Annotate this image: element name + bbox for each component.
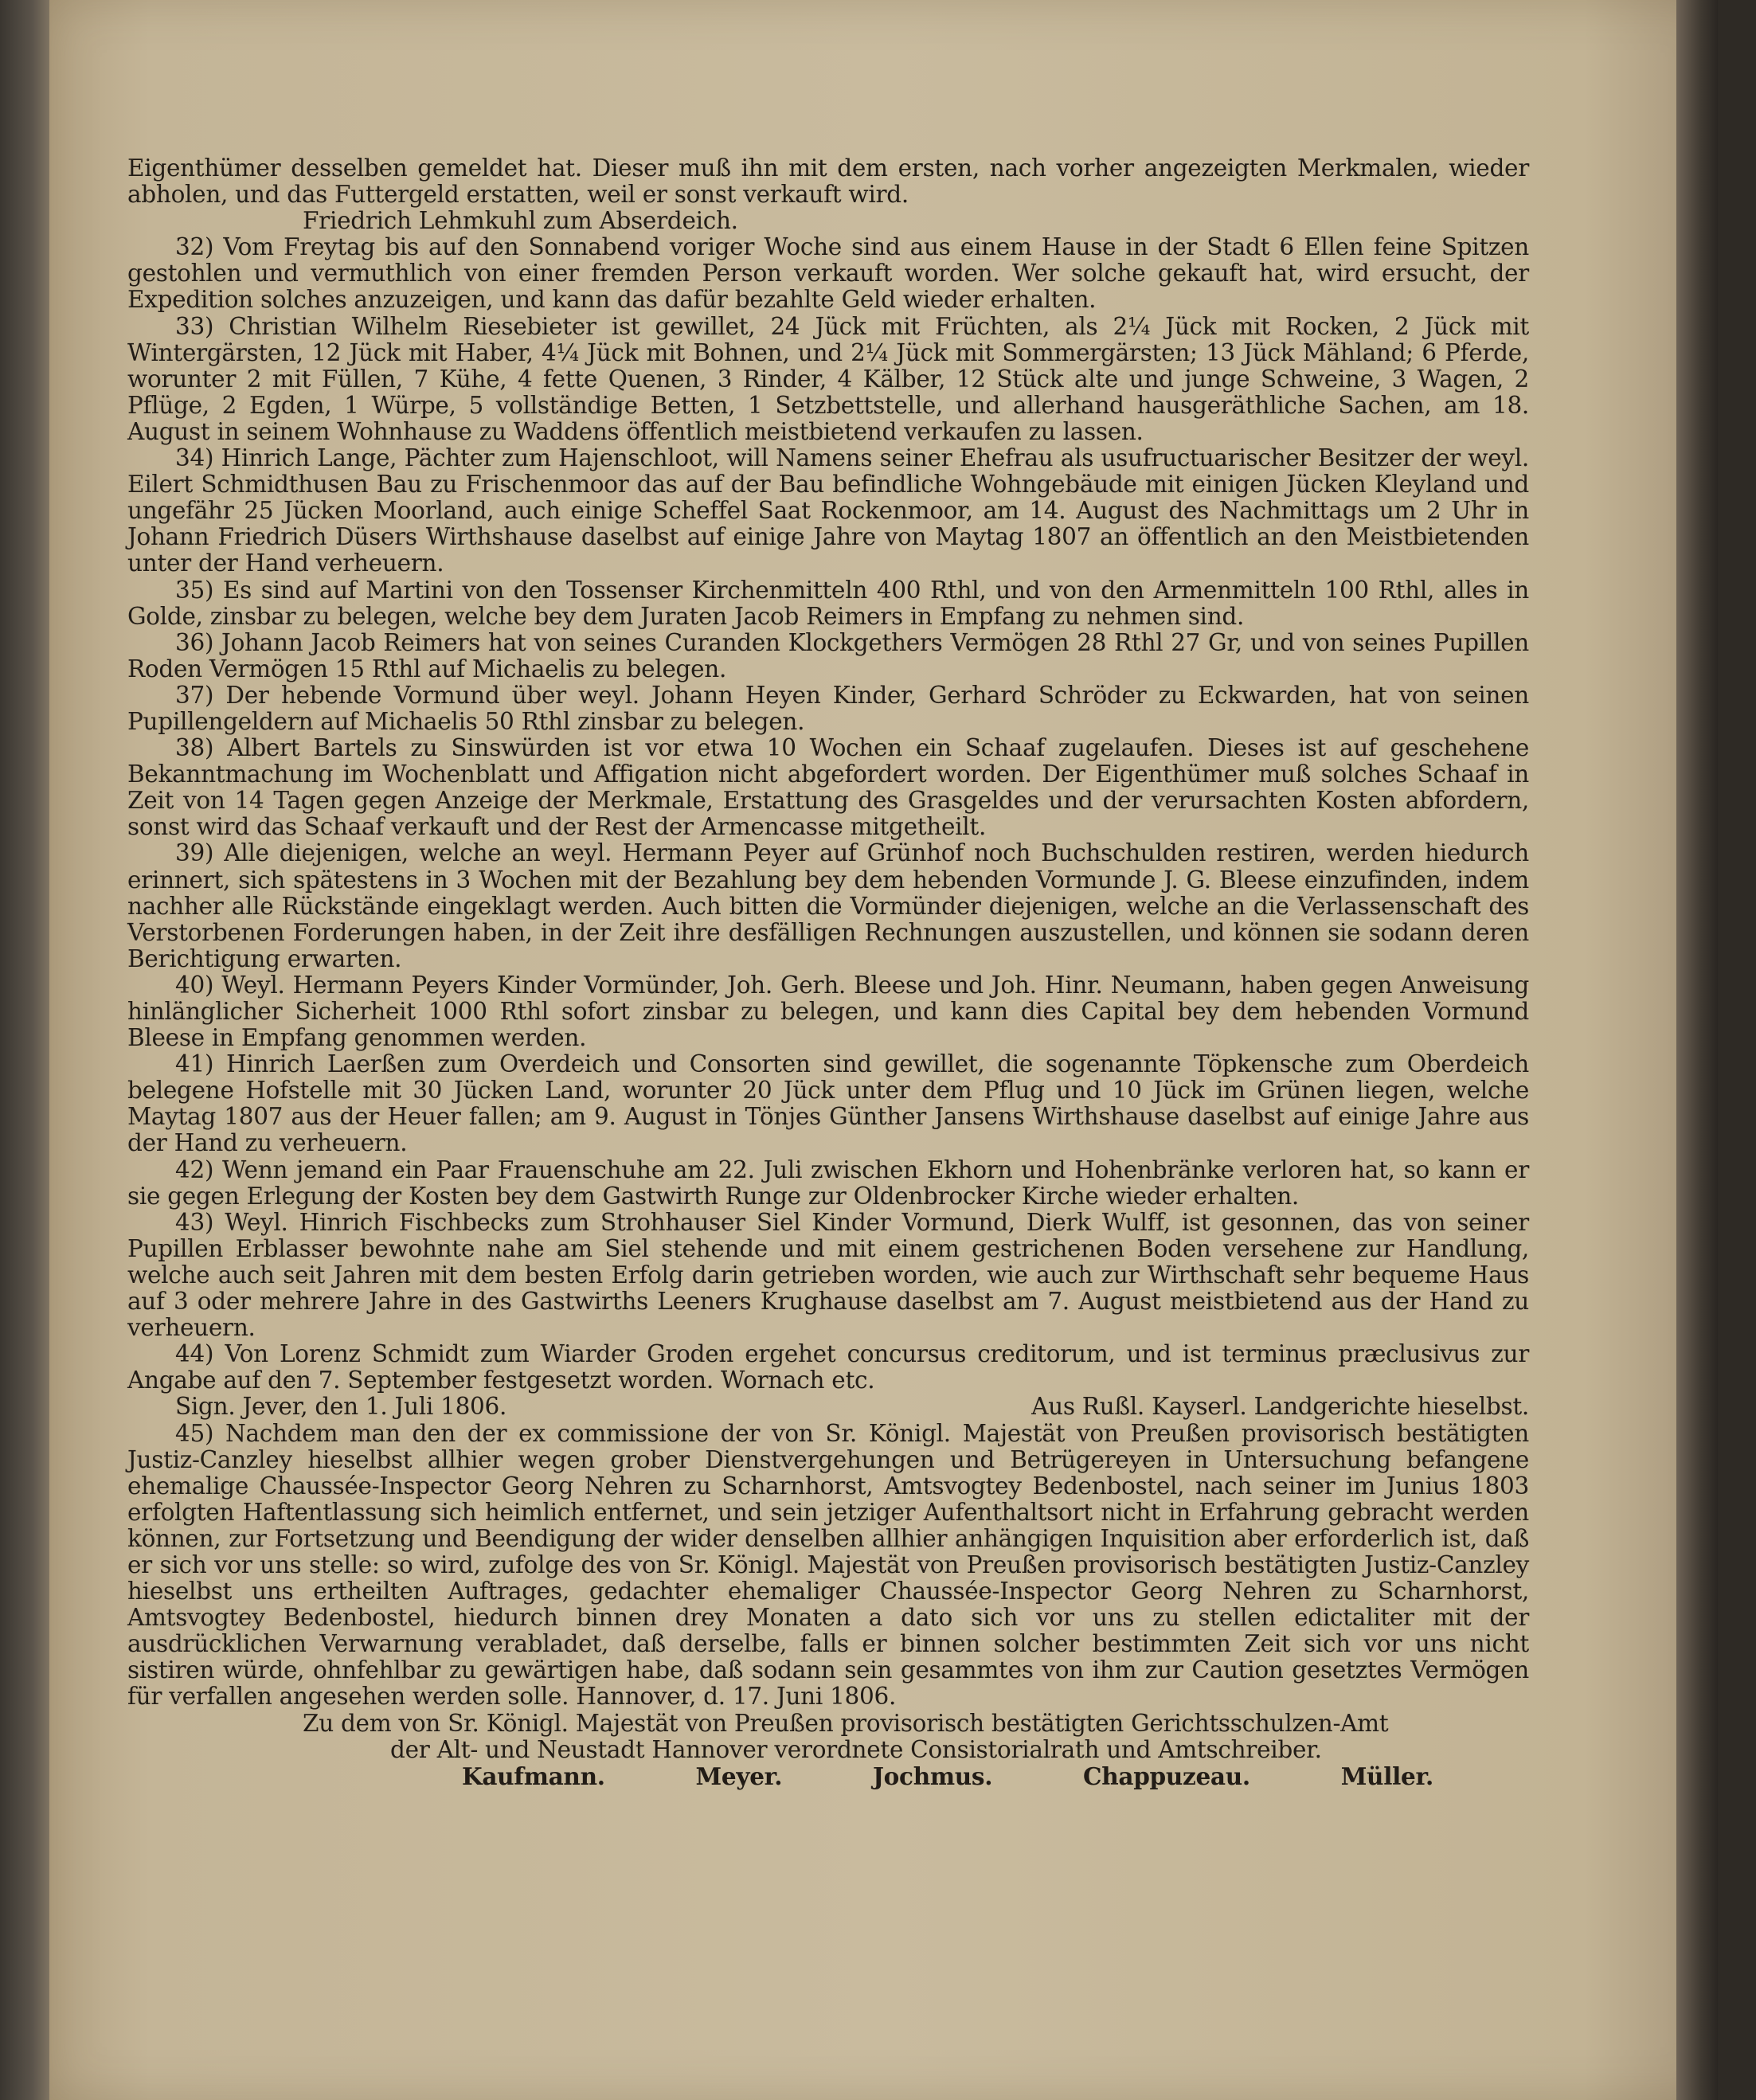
signatory-name: Meyer. [695,1762,783,1790]
paragraph-43: 43) Weyl. Hinrich Fischbecks zum Strohhauser Siel Kinder Vormund, Dierk Wulff, ist gesonnen, das von seiner Pupillen Erblasser bewohnte nahe am Siel stehende und mit einem gestrichenen Boden versehene zur Handlung, welche auch seit Jahren mit dem besten Erfolg darin getrieben worden, wie auch zur Wirthschaft sehr bequeme Haus auf 3 oder mehrere Jahre in des Gastwirths Leeners Krughause daselbst am 7. August meistbietend aus der Hand zu verheuern. [127,1208,1529,1342]
paragraph-34: 34) Hinrich Lange, Pächter zum Hajenschloot, will Namens seiner Ehefrau als usufructuarischer Besitzer der weyl. Eilert Schmidthusen Bau zu Frischenmoor das auf der Bau befindliche Wohngebäude mit einigen Jücken Kleyland und ungefähr 25 Jücken Moorland, auch einige Scheffel Saat Rockenmoor, am 14. August des Nachmittags um 2 Uhr in Johann Friedrich Düsers Wirthshause daselbst auf einige Jahre von Maytag 1807 an öffentlich an den Meistbietenden unter der Hand verheuern. [127,444,1529,577]
paragraph-38: 38) Albert Bartels zu Sinswürden ist vor etwa 10 Wochen ein Schaaf zugelaufen. Dieses ist auf geschehene Bekanntmachung im Wochenblatt und Affigation nicht abgefordert worden. Der Eigenthümer muß solches Schaaf in Zeit von 14 Tagen gegen Anzeige der Merkmale, Erstattung des Grasgeldes und der verursachten Kosten abfordern, sonst wird das Schaaf verkauft und der Rest der Armencasse mitgetheilt. [127,734,1529,841]
paragraph-41: 41) Hinrich Laerßen zum Overdeich und Consorten sind gewillet, die sogenannte Töpkensche zum Oberdeich belegene Hofstelle mit 30 Jücken Land, worunter 20 Jück unter dem Pflug und 10 Jück im Grünen liegen, welche Maytag 1807 aus der Heuer fallen; am 9. August in Tönjes Günther Jansens Wirthshause daselbst auf einige Jahre aus der Hand zu verheuern. [127,1050,1529,1157]
paragraph-44: 44) Von Lorenz Schmidt zum Wiarder Groden ergehet concursus creditorum, und ist terminus præclusivus zur Angabe auf den 7. September festgesetzt worden. Wornach etc. [127,1340,1529,1394]
paragraph-33: 33) Christian Wilhelm Riesebieter ist gewillet, 24 Jück mit Früchten, als 2¼ Jück mit Rocken, 2 Jück mit Wintergärsten, 12 Jück mit Haber, 4¼ Jück mit Bohnen, und 2¼ Jück mit Sommergärsten; 13 Jück Mähland; 6 Pferde, worunter 2 mit Füllen, 7 Kühe, 4 fette Quenen, 3 Rinder, 4 Kälber, 12 Stück alte und junge Schweine, 3 Wagen, 2 Pflüge, 2 Egden, 1 Würpe, 5 vollständige Betten, 1 Setzbettstelle, und allerhand hausgeräthliche Sachen, am 18. August in seinem Wohnhause zu Waddens öffentlich meistbietend verkaufen zu lassen. [127,312,1529,445]
paragraph-42: 42) Wenn jemand ein Paar Frauenschuhe am 22. Juli zwischen Ekhorn und Hohenbränke verloren hat, so kann er sie gegen Erlegung der Kosten bey dem Gastwirth Runge zur Oldenbrocker Kirche wieder erhalten. [127,1156,1529,1210]
paragraph-45: 45) Nachdem man den der ex commissione der von Sr. Königl. Majestät von Preußen provisorisch bestätigten Justiz-Canzley hieselbst allhier wegen grober Dienstvergehungen und Betrügereyen in Untersuchung befangene ehemalige Chaussée-Inspector Georg Nehren zu Scharnhorst, Amtsvogtey Bedenbostel, nach seiner im Junius 1803 erfolgten Haftentlassung sich heimlich entfernet, und sein jetziger Aufenthaltsort nicht in Erfahrung gebracht werden können, zur Fortsetzung und Beendigung der wider denselben allhier anhängigen Inquisition aber erforderlich ist, daß er sich vor uns stelle: so wird, zufolge des von Sr. Königl. Majestät von Preußen provisorisch bestätigten Justiz-Canzley hieselbst uns ertheilten Auftrages, gedachter ehemaliger Chaussée-Inspector Georg Nehren zu Scharnhorst, Amtsvogtey Bedenbostel, hiedurch binnen drey Monaten a dato sich vor uns zu stellen edictaliter mit der ausdrücklichen Verwarnung verabladet, daß derselbe, falls er binnen solcher bestimmten Zeit sich vor uns nicht sistiren würde, ohnfehlbar zu gewärtigen habe, daß sodann sein gesammtes von ihm zur Caution gesetztes Vermögen für verfallen angesehen werden solle. Hannover, d. 17. Juni 1806. [127,1419,1529,1711]
paragraph-40: 40) Weyl. Hermann Peyers Kinder Vormünder, Joh. Gerh. Bleese und Joh. Hinr. Neumann, haben gegen Anweisung hinlänglicher Sicherheit 1000 Rthl sofort zinsbar zu belegen, und kann dies Capital bey dem hebenden Vormund Bleese in Empfang genommen werden. [127,971,1529,1052]
sign-authority: Aus Rußl. Kayserl. Landgerichte hieselbst. [1031,1393,1529,1421]
paragraph-32: 32) Vom Freytag bis auf den Sonnabend voriger Woche sind aus einem Hause in der Stadt 6 Ellen feine Spitzen gestohlen und vermuthlich von einer fremden Person verkauft worden. Wer solche gekauft hat, wird ersucht, der Expedition solches anzuzeigen, und kann das dafür bezahlte Geld wieder erhalten. [127,233,1529,314]
signature-31: Friedrich Lehmkuhl zum Abserdeich. [303,207,738,235]
signature-row-44 [127,1394,1529,1420]
paragraph-35: 35) Es sind auf Martini von den Tossenser Kirchenmitteln 400 Rthl, und von den Armenmitteln 100 Rthl, alles in Golde, zinsbar zu belegen, welche bey dem Juraten Jacob Reimers in Empfang zu nehmen sind. [127,576,1529,630]
paragraph-36: 36) Johann Jacob Reimers hat von seines Curanden Klockgethers Vermögen 28 Rthl 27 Gr, und von seines Pupillen Roden Vermögen 15 Rthl auf Michaelis zu belegen. [127,628,1529,682]
paragraph-opening: Eigenthümer desselben gemeldet hat. Dieser muß ihn mit dem ersten, nach vorher angezeigten Merkmalen, wieder abholen, und das Futtergeld erstatten, weil er sonst verkauft wird. [127,154,1529,209]
signatory-name: Kaufmann. [462,1762,605,1790]
closing-line-2: der Alt- und Neustadt Hannover verordnete Consistorialrath und Amtschreiber. [390,1735,1322,1763]
sign-location-date: Sign. Jever, den 1. Juli 1806. [175,1393,507,1421]
signatory-name: Jochmus. [873,1762,993,1790]
paragraph-39: 39) Alle diejenigen, welche an weyl. Hermann Peyer auf Grünhof noch Buchschulden restiren, werden hiedurch erinnert, sich spätestens in 3 Wochen mit der Bezahlung bey dem hebenden Vormunde J. G. Bleese einzufinden, indem nachher alle Rückstände eingeklagt werden. Auch bitten die Vormünder diejenigen, welche an die Verlassenschaft des Verstorbenen Forderungen haben, in der Zeit ihre desfälligen Rechnungen auszustellen, und können sie sodann deren Berichtigung erwarten. [127,839,1529,972]
signatory-name: Müller. [1340,1762,1433,1790]
page-edge-shadow [1676,0,1718,2100]
closing-line-1: Zu dem von Sr. Königl. Majestät von Preußen provisorisch bestätigten Gerichtsschulzen-Amt [303,1709,1389,1737]
paragraph-37: 37) Der hebende Vormund über weyl. Johann Heyen Kinder, Gerhard Schröder zu Eckwarden, hat von seinen Pupillengeldern auf Michaelis 50 Rthl zinsbar zu belegen. [127,681,1529,735]
signatory-names [127,1763,1529,1789]
signatory-name: Chappuzeau. [1083,1762,1250,1790]
page-text [127,155,1529,1789]
